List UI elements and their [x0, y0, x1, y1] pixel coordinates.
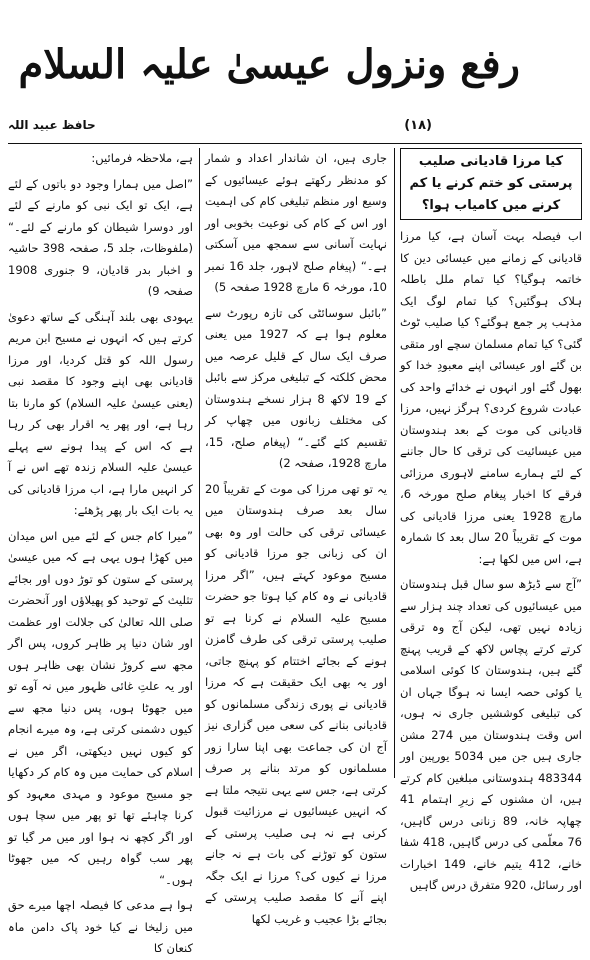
paragraph: یہودی بھی بلند آہنگی کے ساتھ دعویٰ کرتے ہیں کہ انہوں نے مسیح ابن مریم رسول اللہ کو قتل کردیا، اور مرزا قادیانی بھی اپنے وجود کا مقصد نبی (یعنی عیسیٰ علیہ السلام) کو مارنا بتا رہا ہے، اور پھر یہ اقرار بھی کر رہا ہے کہ اس کے پیدا ہونے سے پہلے عیسیٰ علیہ السلام زندہ تھے اس نے آ کر انہیں مارا ہے، اب مرزا قادیانی کی یہ بات ایک بار پھر پڑھئے: [8, 309, 193, 517]
paragraph: ہے، ملاحظہ فرمائیں: [91, 151, 193, 165]
page-meta [8, 118, 582, 140]
quote-paragraph: ”میرا کام جس کے لئے میں اس میدان میں کھڑا ہوں یہی ہے کہ میں عیسیٰ پرستی کے ستون کو توڑ دوں اور بجائے تثلیث کے توحید کو پھیلاؤں اور آنحضرت صلی اللہ تعالیٰ کی جلالت اور عظمت اور شان دنیا پر ظاہر کروں، پس اگر مجھ سے کروڑ نشان بھی ظاہر ہوں اور یہ علتِ غائی ظہور میں نہ آوے تو میں جھوٹا ہوں، پس دنیا مجھ سے کیوں دشمنی کرتی ہے، وہ میرے انجام کو کیوں نہیں دیکھتی، اگر میں نے اسلام کی حمایت میں وہ کام کر دکھایا جو مسیح موعود و مہدی معہود کو کرنا چاہئے تھا تو پھر میں سچا ہوں اور اگر کچھ نہ ہوا اور میں مر گیا تو پھر سب گواہ رہیں کہ میں جھوٹا ہوں۔“ [8, 528, 193, 887]
author-name: حافظ عبید اللہ [8, 118, 96, 132]
page-title: رفع ونزول عیسیٰ علیہ السلام [18, 41, 520, 88]
column-divider [394, 148, 395, 778]
paragraph: اب فیصلہ بہت آسان ہے، کیا مرزا قادیانی کے زمانے میں عیسائی دین کا خاتمہ ہوگیا؟ کیا تمام ملل باطلہ ہلاک ہوگئیں؟ کیا تمام لوگ ایک مذہب پر جمع ہوگئے؟ کیا صلیب ٹوٹ گئی؟ کیا تمام مسلمان سچے اور متقی بن گئے اور عیسائی اپنے معبودِ خدا کو بھول گئے اور انہوں نے خدائے واحد کی عبادت شروع کردی؟ ہرگز نہیں، مرزا قادیانی کی موت کے بعد ہندوستان میں عیسائیت کی ترقی کا حال جاننے کے لئے ہمارے سامنے لاہوری مرزائی فرقے کا اخبار پیغام صلح مورخہ 6، مارچ 1928 یعنی مرزا قادیانی کی موت کے تقریباً 20 سال بعد کا شمارہ ہے، اس میں لکھا ہے: [400, 229, 582, 566]
paragraph: جاری ہیں، ان شاندار اعداد و شمار کو مدنظر رکھتے ہوئے عیسائیوں کے وسیع اور منظم تبلیغی کام کی اہمیت اور اس کے کام کی نوعیت بخوبی اور نہایت آسانی سے سمجھ میں آسکتی ہے۔“ (پیغام صلح لاہور، جلد 16 نمبر 10، مورخہ 6 مارچ 1928 صفحہ 5) [205, 151, 387, 294]
paragraph: یہ تو تھی مرزا کی موت کے تقریباً 20 سال بعد صرف ہندوستان میں عیسائی ترقی کی حالت اور وہ بھی ان کی زبانی جو مرزا قادیانی کو مسیح موعود کہتے ہیں، ”اگر مرزا قادیانی نے وہ کام کیا ہوتا جو حضرت مسیح علیہ السلام نے کرنا ہے تو صلیب پرستی ترقی کی طرف گامزن ہونے کے بجائے اختتام کو پہنچ جاتی، اور یہ بھی ایک حقیقت ہے کہ مرزا قادیانی نے پوری زندگی مسلمانوں کو قادیانی بنانے کی سعی میں گزاری نیز آج ان کی جماعت بھی اپنا سارا زور مسلمانوں کو مرتد بنانے پر صرف کرتی ہے، جس سے یہی نتیجہ ملتا ہے کہ انہیں عیسائیوں نے مرزائیت قبول کرنی ہے نہ ہی صلیب پرستی کے ستون کو توڑنے کی بات ہے نہ جانے مرزا نے کیوں کی؟ مرزا نے ایک جگہ اپنے آنے کا مقصد صلیب پرستی کے بجائے بڑا عجیب و غریب لکھا [205, 481, 387, 926]
column-divider [199, 148, 200, 778]
column-right [400, 148, 583, 892]
quote-paragraph: ”آج سے ڈیڑھ سو سال قبل ہندوستان میں عیسائیوں کی تعداد چند ہزار سے زیادہ نہیں تھی، لیکن آج وہ ترقی کرتے کرتے پچاس لاکھ کے قریب پہنچ گئے ہیں، ہندوستان کا کوئی اسلامی یا کوئی حصہ ایسا نہ ہوگا جہاں ان کی تبلیغی کوششیں جاری نہ ہوں، اس وقت ہندوستان میں 274 مشن جاری ہیں جن میں 5034 یورپین اور 483344 ہندوستانی مبلغین کام کرتے ہیں، ان مشنوں کے زیرِ اہتمام 41 چھاپہ خانہ، 89 زنانی درس گاہیں، 76 معلّمی کی درس گاہیں، 418 شفا خانے، 412 یتیم خانے، 149 اخبارات اور رسائل، 920 متفرق درس گاہیں [400, 577, 583, 892]
page-number: (۱۸) [404, 118, 432, 133]
section-headline: کیا مرزا قادیانی صلیب پرستی کو ختم کرنے یا کم کرنے میں کامیاب ہوا؟ [400, 148, 582, 220]
column-left [8, 148, 193, 955]
quote-paragraph: ”اصل میں ہمارا وجود دو باتوں کے لئے ہے، ایک تو ایک نبی کو مارنے کے لئے اور دوسرا شیطان کو مارنے کے لئے۔“ (ملفوظات، جلد 5، صفحہ 398 حاشیہ و اخبار بدر قادیان، 9 جنوری 1908 صفحہ 9) [8, 176, 193, 298]
header-rule [8, 143, 582, 144]
column-middle [205, 148, 388, 926]
quote-paragraph: ”بائبل سوسائٹی کی تازہ رپورٹ سے معلوم ہوا ہے کہ 1927 میں یعنی صرف ایک سال کے قلیل عرصہ میں محض کلکتہ کے تبلیغی مرکز سے بائبل کے 19 لاکھ 8 ہزار نسخے ہندوستان کی مختلف زبانوں میں چھاپ کر تقسیم کئے گئے۔“ (پیغام صلح، 15، مارچ 1928، صفحہ 2) [205, 305, 388, 470]
verse: ہوا ہے مدعی کا فیصلہ اچھا میرے حق میں زلیخا نے کیا خود پاک دامن ماہ کنعان کا [8, 898, 193, 955]
